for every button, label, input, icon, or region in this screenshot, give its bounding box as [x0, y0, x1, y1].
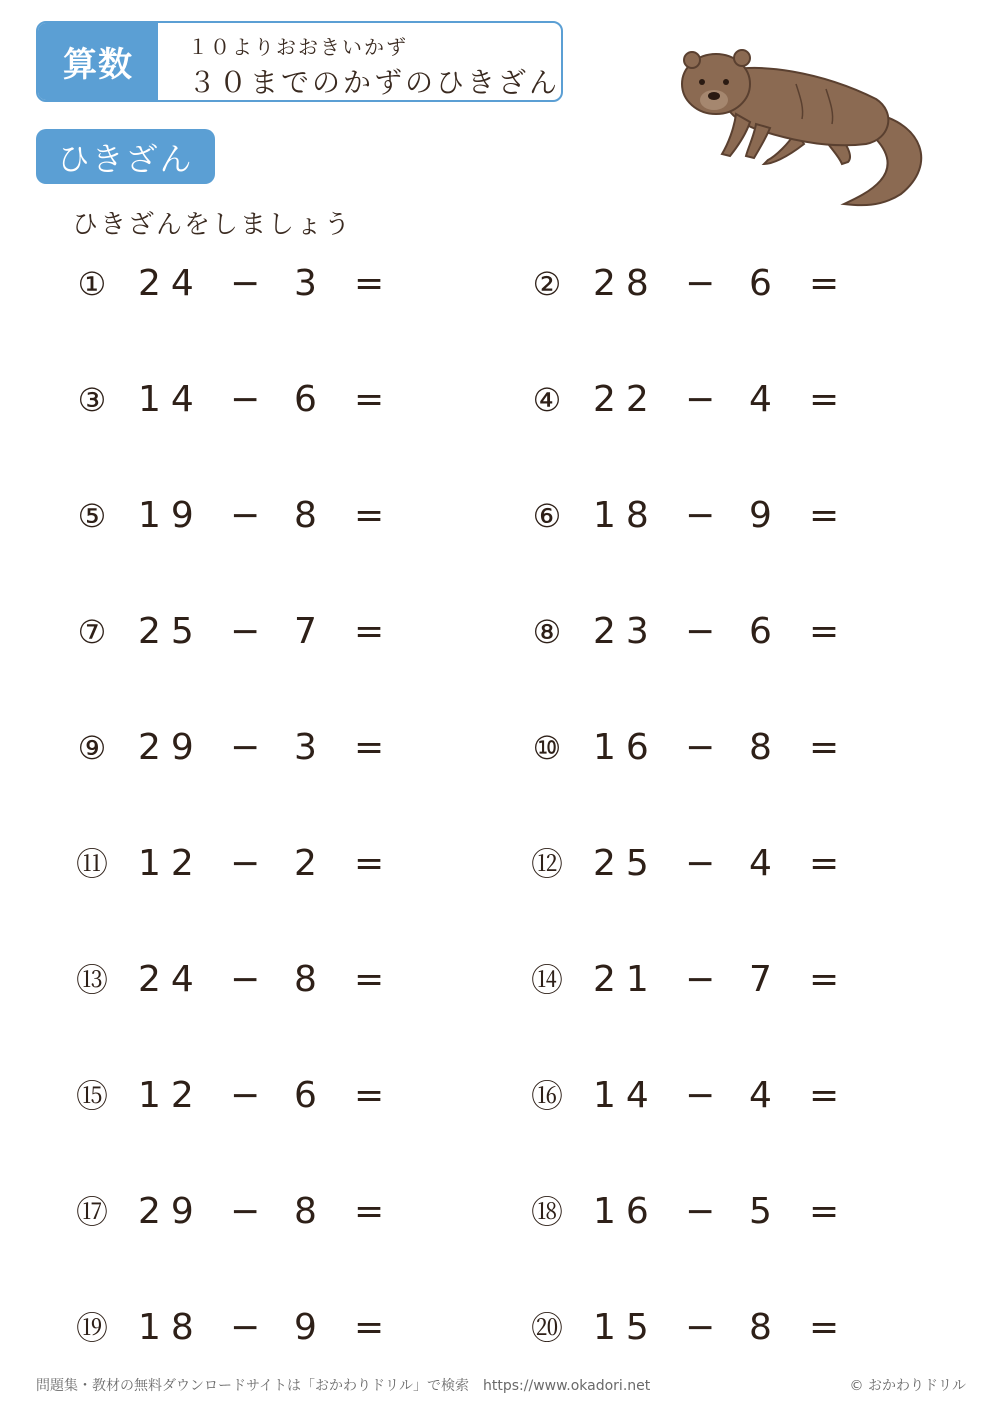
minus-sign: −	[230, 495, 261, 536]
subtrahend: 4	[749, 1075, 772, 1116]
problem-number: ②	[532, 265, 562, 303]
minus-sign: −	[685, 1075, 716, 1116]
problem-number: ⑦	[77, 613, 107, 651]
problem-item	[72, 375, 432, 425]
equals-sign: =	[809, 1075, 840, 1116]
minus-sign: −	[685, 959, 716, 1000]
problem-number: ⑱	[530, 1193, 563, 1231]
minuend: 18	[593, 495, 659, 536]
problem-item	[72, 607, 432, 657]
equals-sign: =	[809, 1191, 840, 1232]
minuend: 14	[593, 1075, 659, 1116]
equals-sign: =	[354, 1191, 385, 1232]
problem-number: ⑨	[77, 729, 107, 767]
minuend: 24	[138, 959, 204, 1000]
subtrahend: 4	[749, 379, 772, 420]
equals-sign: =	[354, 1307, 385, 1348]
minus-sign: −	[230, 611, 261, 652]
equals-sign: =	[809, 843, 840, 884]
equals-sign: =	[354, 843, 385, 884]
problem-number: ⑳	[530, 1309, 563, 1347]
equals-sign: =	[809, 1307, 840, 1348]
problem-item	[527, 1187, 887, 1237]
equals-sign: =	[809, 495, 840, 536]
minuend: 16	[593, 727, 659, 768]
minus-sign: −	[230, 263, 261, 304]
minuend: 22	[593, 379, 659, 420]
minuend: 12	[138, 1075, 204, 1116]
equals-sign: =	[354, 263, 385, 304]
problem-item	[72, 839, 432, 889]
minuend: 18	[138, 1307, 204, 1348]
equals-sign: =	[809, 263, 840, 304]
equals-sign: =	[354, 379, 385, 420]
equals-sign: =	[354, 727, 385, 768]
minuend: 25	[593, 843, 659, 884]
minuend: 29	[138, 1191, 204, 1232]
minus-sign: −	[230, 959, 261, 1000]
problem-number: ③	[77, 381, 107, 419]
problem-item	[527, 259, 887, 309]
subject-tag: 算数	[38, 23, 158, 100]
subtrahend: 5	[749, 1191, 772, 1232]
subtrahend: 7	[749, 959, 772, 1000]
equals-sign: =	[354, 959, 385, 1000]
minuend: 16	[593, 1191, 659, 1232]
subtrahend: 6	[294, 1075, 317, 1116]
instruction-text: ひきざんをしましょう	[72, 210, 353, 240]
minuend: 15	[593, 1307, 659, 1348]
minus-sign: −	[685, 727, 716, 768]
worksheet-title: ３０までのかずのひきざん	[188, 66, 561, 99]
problem-number: ④	[532, 381, 562, 419]
problem-number: ⑫	[530, 845, 563, 883]
equals-sign: =	[809, 611, 840, 652]
problem-item	[527, 723, 887, 773]
minus-sign: −	[685, 495, 716, 536]
subtrahend: 9	[749, 495, 772, 536]
problem-number: ⑧	[532, 613, 562, 651]
equals-sign: =	[809, 379, 840, 420]
footer-source: 問題集・教材の無料ダウンロードサイトは「おかわりドリル」で検索 https://www.okadori.net	[36, 1378, 651, 1394]
problem-number: ⑲	[75, 1309, 108, 1347]
problem-item	[72, 1071, 432, 1121]
problem-number: ⑪	[75, 845, 108, 883]
problem-item	[527, 955, 887, 1005]
problem-item	[72, 1187, 432, 1237]
problem-number: ⑥	[532, 497, 562, 535]
subtrahend: 8	[294, 495, 317, 536]
minuend: 28	[593, 263, 659, 304]
equals-sign: =	[809, 959, 840, 1000]
equals-sign: =	[809, 727, 840, 768]
equals-sign: =	[354, 495, 385, 536]
problem-item	[527, 607, 887, 657]
minus-sign: −	[230, 1307, 261, 1348]
otter-icon	[676, 44, 936, 210]
problem-item	[527, 1071, 887, 1121]
minuend: 14	[138, 379, 204, 420]
problem-number: ⑯	[530, 1077, 563, 1115]
problem-item	[527, 375, 887, 425]
subtrahend: 8	[749, 727, 772, 768]
problem-number: ⑬	[75, 961, 108, 999]
problem-item	[72, 259, 432, 309]
minuend: 24	[138, 263, 204, 304]
problem-item	[527, 1303, 887, 1353]
section-tag: ひきざん	[36, 129, 215, 184]
minuend: 23	[593, 611, 659, 652]
subtrahend: 8	[749, 1307, 772, 1348]
minus-sign: −	[230, 1191, 261, 1232]
equals-sign: =	[354, 611, 385, 652]
minus-sign: −	[685, 611, 716, 652]
minuend: 21	[593, 959, 659, 1000]
problem-item	[527, 839, 887, 889]
problem-number: ⑮	[75, 1077, 108, 1115]
problem-item	[72, 1303, 432, 1353]
subtrahend: 7	[294, 611, 317, 652]
minus-sign: −	[230, 843, 261, 884]
subtrahend: 8	[294, 959, 317, 1000]
worksheet-header	[36, 21, 563, 102]
subtrahend: 9	[294, 1307, 317, 1348]
problem-number: ⑰	[75, 1193, 108, 1231]
problem-number: ⑤	[77, 497, 107, 535]
subtrahend: 4	[749, 843, 772, 884]
footer-copyright: © おかわりドリル	[849, 1378, 966, 1394]
minus-sign: −	[685, 263, 716, 304]
minus-sign: −	[685, 1191, 716, 1232]
subtrahend: 6	[294, 379, 317, 420]
minus-sign: −	[230, 379, 261, 420]
problem-number: ①	[77, 265, 107, 303]
problem-item	[72, 723, 432, 773]
minuend: 25	[138, 611, 204, 652]
minus-sign: −	[685, 843, 716, 884]
subtrahend: 6	[749, 263, 772, 304]
minuend: 12	[138, 843, 204, 884]
subtrahend: 2	[294, 843, 317, 884]
problem-item	[72, 955, 432, 1005]
minus-sign: −	[230, 1075, 261, 1116]
problem-item	[72, 491, 432, 541]
subtrahend: 8	[294, 1191, 317, 1232]
worksheet-subtitle: １０よりおおきいかず	[188, 35, 408, 59]
problem-number: ⑩	[532, 729, 562, 767]
problem-number: ⑭	[530, 961, 563, 999]
minus-sign: −	[230, 727, 261, 768]
subtrahend: 6	[749, 611, 772, 652]
equals-sign: =	[354, 1075, 385, 1116]
problem-item	[527, 491, 887, 541]
minus-sign: −	[685, 1307, 716, 1348]
subtrahend: 3	[294, 263, 317, 304]
minus-sign: −	[685, 379, 716, 420]
subtrahend: 3	[294, 727, 317, 768]
minuend: 29	[138, 727, 204, 768]
minuend: 19	[138, 495, 204, 536]
